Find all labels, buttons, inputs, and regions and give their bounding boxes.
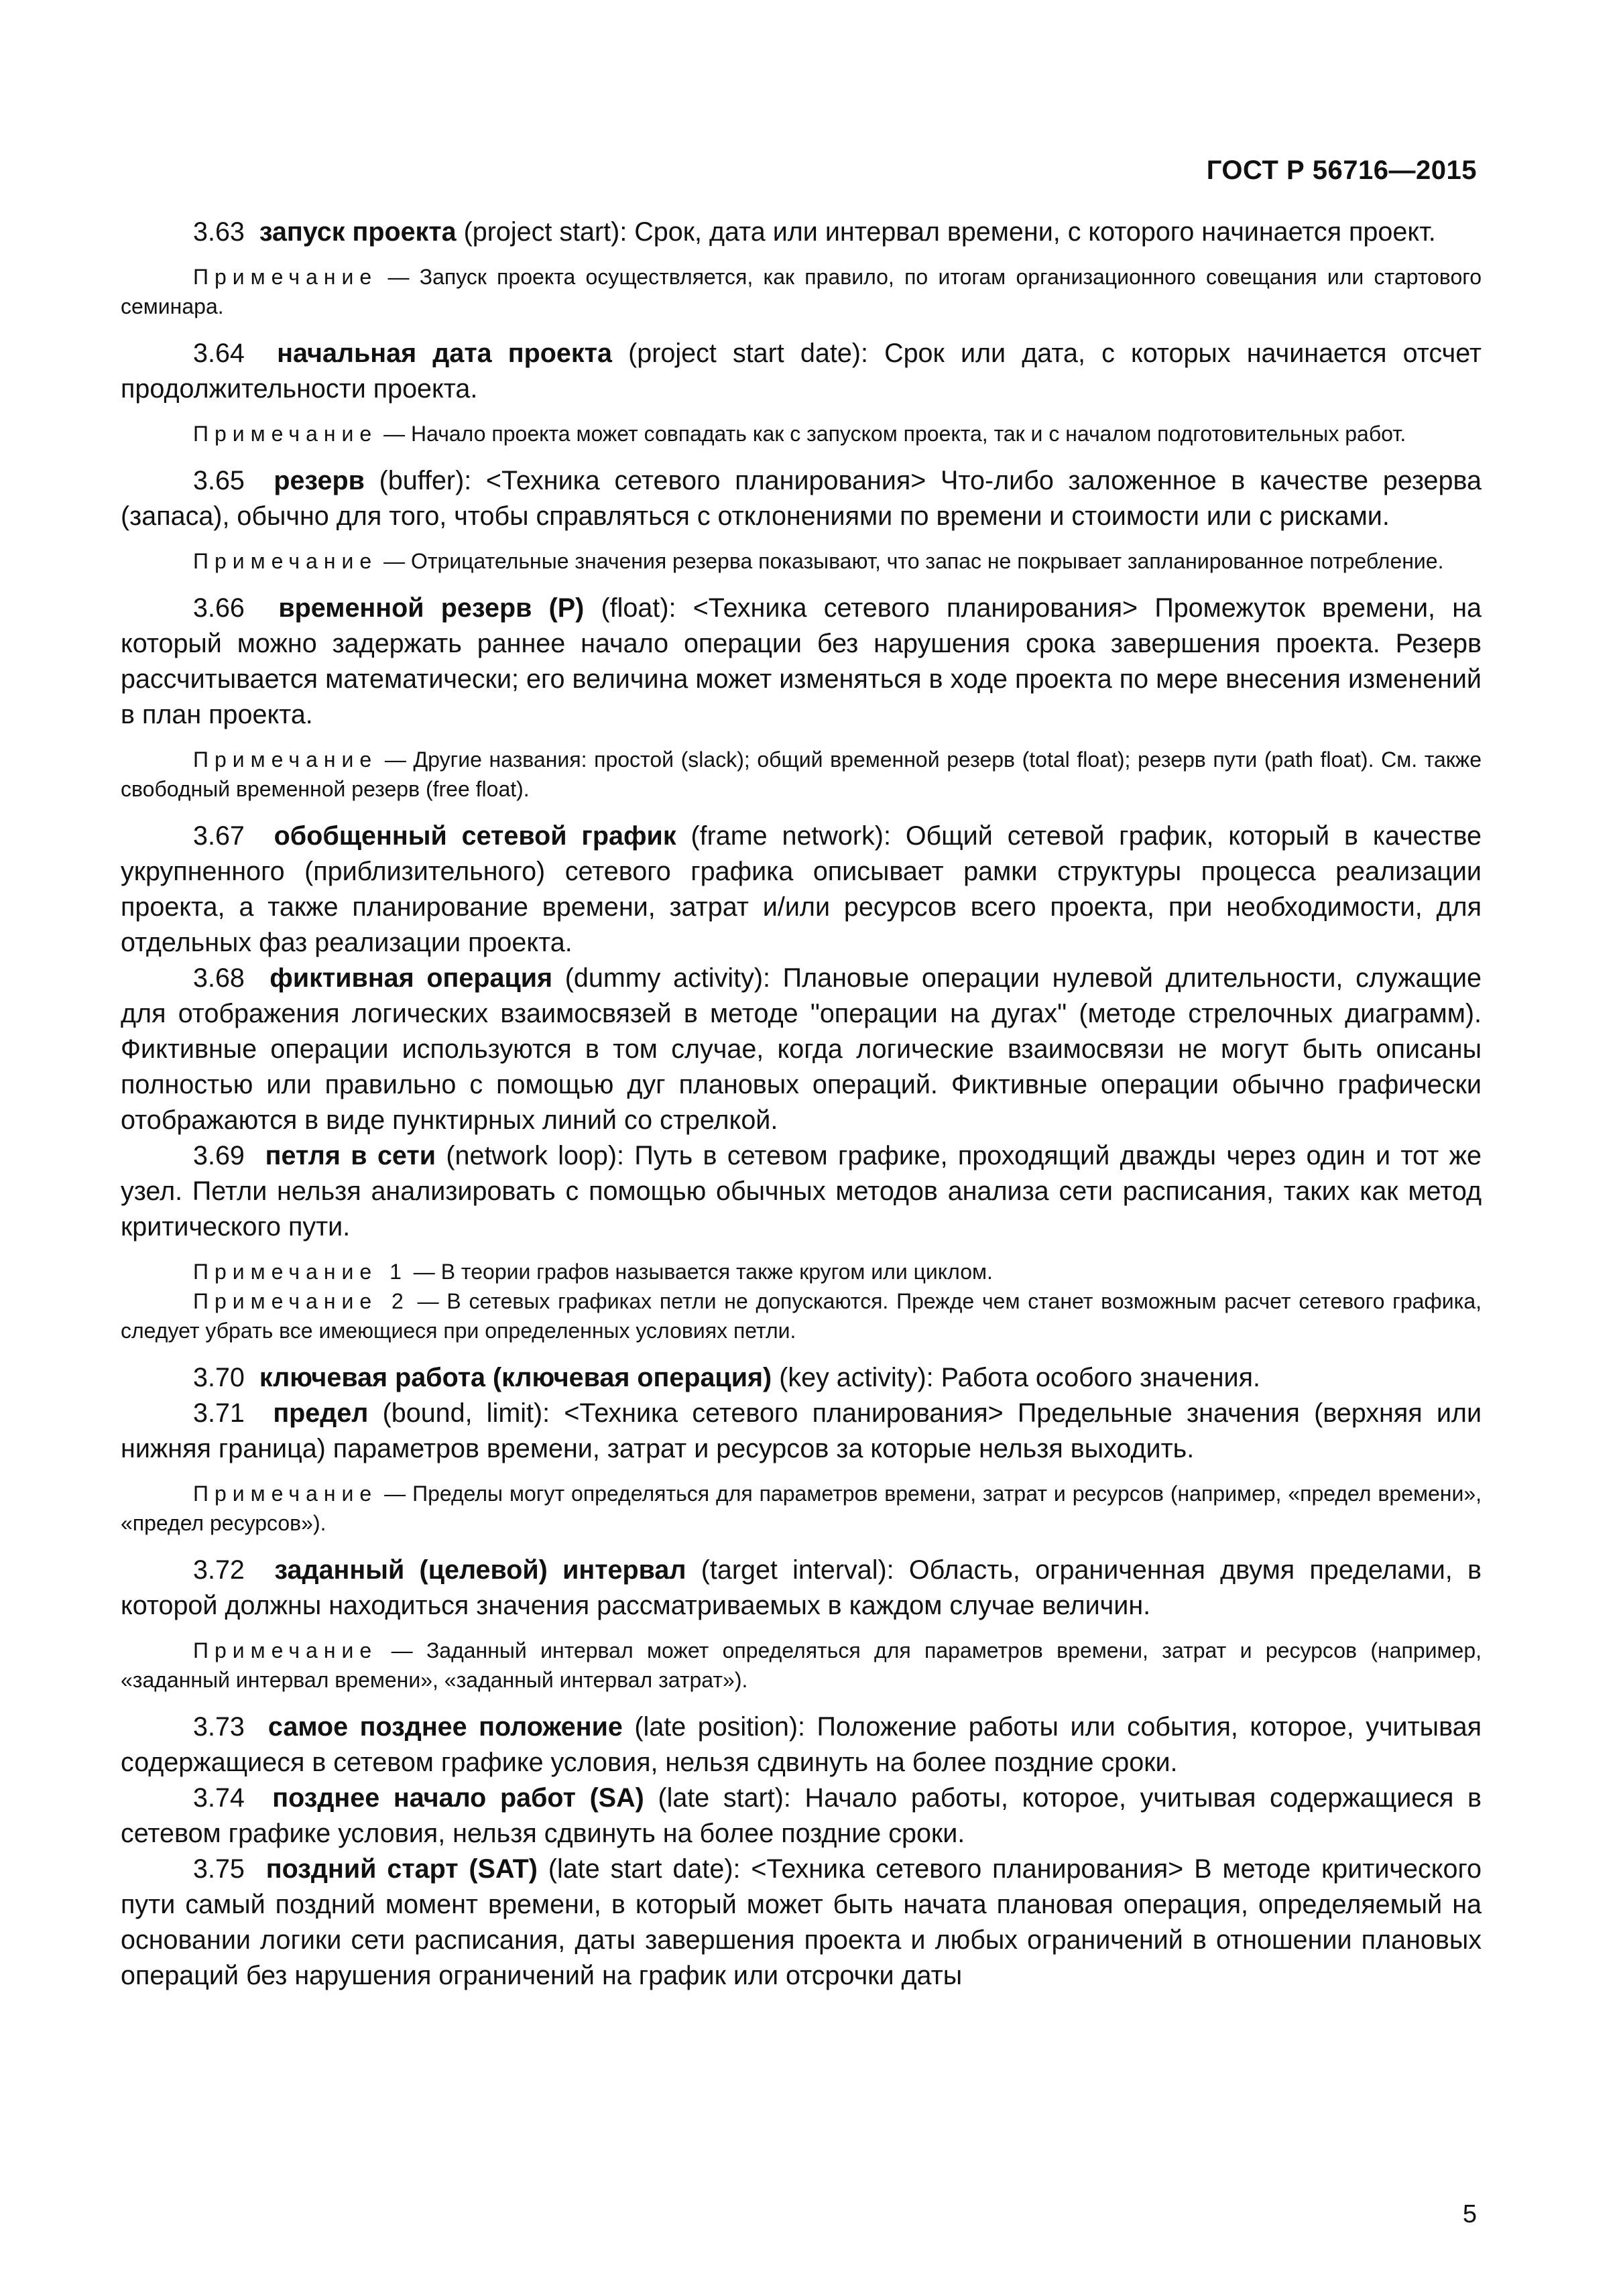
entry-number: 3.71	[193, 1398, 245, 1428]
term-name: позднее начало работ (SA)	[272, 1783, 644, 1813]
entry-note	[121, 1636, 1482, 1695]
note-label: Примечание	[193, 549, 378, 573]
term-definition: : Срок, дата или интервал времени, с которого начинается проект.	[619, 217, 1436, 247]
term-entry	[121, 336, 1482, 407]
term-entry	[121, 961, 1482, 1138]
note-dash: —	[409, 1289, 447, 1313]
term-name: обобщенный сетевой график	[274, 821, 676, 851]
term-english: (float)	[601, 593, 669, 623]
note-text: Запуск проекта осуществляется, как правило, по итогам организационного совещания или стартового семинара.	[121, 265, 1482, 318]
term-entry	[121, 463, 1482, 534]
note-text: Пределы могут определяться для параметров времени, затрат и ресурсов (например, «предел времени», «предел ресурсов»).	[121, 1482, 1482, 1535]
note-text: Заданный интервал может определяться для параметров времени, затрат и ресурсов (например, «заданный интервал времени», «заданный интервал затрат»).	[121, 1638, 1482, 1692]
term-entry	[121, 1709, 1482, 1780]
entry-note	[121, 262, 1482, 321]
term-definition: : Положение работы или события, которое, учитывая содержащиеся в сетевом графике условия, нельзя сдвинуть на более поздние сроки.	[121, 1712, 1482, 1777]
entry-number: 3.74	[193, 1783, 245, 1813]
term-english: (project start)	[463, 217, 620, 247]
term-name: фиктивная операция	[269, 963, 553, 993]
term-name: ключевая работа (ключевая операция)	[259, 1363, 772, 1392]
term-entry	[121, 215, 1482, 250]
term-english: (key activity)	[779, 1363, 926, 1392]
page-number: 5	[1462, 2200, 1477, 2228]
entry-number: 3.70	[193, 1363, 245, 1392]
term-definition: : Путь в сетевом графике, проходящий дважды через один и тот же узел. Петли нельзя анализировать с помощью обычных методов анализа сети расписания, таких как метод критического пути.	[121, 1141, 1482, 1242]
term-entry	[121, 1780, 1482, 1852]
term-definition: : <Техника сетевого планирования> В методе критического пути самый поздний момент времени, в который может быть начата плановая операция, определяемый на основании логики сети расписания, даты завершения проекта и любых ограничений в отношении плановых операций без нарушения ограничений на график или отсрочки даты	[121, 1854, 1482, 1990]
document-body	[121, 215, 1482, 1994]
term-english: (buffer)	[379, 466, 465, 495]
entry-number: 3.63	[193, 217, 245, 247]
standard-code-header: ГОСТ Р 56716—2015	[1206, 156, 1477, 185]
term-definition: : <Техника сетевого планирования> Предельные значения (верхняя или нижняя граница) параметров времени, затрат и ресурсов за которые нельзя выходить.	[121, 1398, 1482, 1463]
entry-number: 3.65	[193, 466, 245, 495]
note-label: Примечание	[193, 265, 378, 289]
entry-number: 3.64	[193, 339, 245, 368]
entry-note	[121, 745, 1482, 804]
term-english: (project start date)	[628, 339, 861, 368]
note-label: Примечание 2	[193, 1289, 410, 1313]
note-label: Примечание 1	[193, 1260, 408, 1284]
entry-number: 3.75	[193, 1854, 245, 1884]
term-definition: : Срок или дата, с которых начинается отсчет продолжительности проекта.	[121, 339, 1482, 404]
term-english: (network loop)	[446, 1141, 617, 1170]
entry-note	[121, 419, 1482, 448]
entry-note	[121, 546, 1482, 576]
note-text: Отрицательные значения резерва показывают, что запас не покрывает запланированное потребление.	[411, 549, 1444, 573]
entry-number: 3.66	[193, 593, 245, 623]
note-label: Примечание	[193, 1482, 378, 1506]
note-dash: —	[377, 1638, 426, 1663]
term-definition: : <Техника сетевого планирования> Промежуток времени, на который можно задержать раннее начало операции без нарушения срока завершения проекта. Резерв рассчитывается математически; его величина может изменяться в ходе проекта по мере внесения изменений в план проекта.	[121, 593, 1482, 729]
entry-number: 3.67	[193, 821, 245, 851]
term-name: временной резерв (Р)	[278, 593, 585, 623]
note-label: Примечание	[193, 422, 378, 446]
term-name: петля в сети	[265, 1141, 436, 1170]
term-english: (late position)	[634, 1712, 798, 1742]
term-entry	[121, 1852, 1482, 1994]
term-definition: : Общий сетевой график, который в качестве укрупненного (приблизительного) сетевого графика описывает рамки структуры процесса реализации проекта, а также планирование времени, затрат и/или ресурсов всего проекта, при необходимости, для отдельных фаз реализации проекта.	[121, 821, 1482, 957]
term-english: (late start date)	[548, 1854, 733, 1884]
term-entry	[121, 1138, 1482, 1245]
entry-number: 3.68	[193, 963, 245, 993]
note-dash: —	[377, 549, 411, 573]
term-english: (dummy activity)	[564, 963, 763, 993]
term-name: поздний старт (SAT)	[265, 1854, 538, 1884]
term-entry	[121, 1396, 1482, 1467]
note-text: В теории графов называется также кругом или циклом.	[440, 1260, 993, 1284]
entry-note	[121, 1257, 1482, 1286]
note-text: Начало проекта может совпадать как с запуском проекта, так и с началом подготовительных работ.	[411, 422, 1406, 446]
term-english: (target interval)	[701, 1555, 887, 1585]
note-dash: —	[377, 1482, 413, 1506]
note-label: Примечание	[193, 747, 378, 772]
term-entry	[121, 819, 1482, 961]
term-definition: : Начало работы, которое, учитывая содержащиеся в сетевом графике условия, нельзя сдвинуть на более поздние сроки.	[121, 1783, 1482, 1848]
note-dash: —	[407, 1260, 441, 1284]
note-text: Другие названия: простой (slack); общий временной резерв (total float); резерв пути (path float). См. также свободный временной резерв (free float).	[121, 747, 1482, 801]
term-entry	[121, 1360, 1482, 1396]
term-name: предел	[273, 1398, 369, 1428]
entry-number: 3.73	[193, 1712, 245, 1742]
note-dash: —	[377, 747, 414, 772]
note-text: В сетевых графиках петли не допускаются. Прежде чем станет возможным расчет сетевого графика, следует убрать все имеющиеся при определенных условиях петли.	[121, 1289, 1482, 1343]
entry-number: 3.72	[193, 1555, 245, 1585]
term-definition: : <Техника сетевого планирования> Что-либо заложенное в качестве резерва (запаса), обычно для того, чтобы справляться с отклонениями по времени и стоимости или с рисками.	[121, 466, 1482, 531]
term-name: заданный (целевой) интервал	[274, 1555, 686, 1585]
entry-note	[121, 1286, 1482, 1345]
entry-number: 3.69	[193, 1141, 245, 1170]
note-dash: —	[377, 265, 420, 289]
note-label: Примечание	[193, 1638, 378, 1663]
term-definition: : Область, ограниченная двумя пределами, в которой должны находиться значения рассматриваемых в каждом случае величин.	[121, 1555, 1482, 1620]
term-entry	[121, 1553, 1482, 1624]
term-name: резерв	[274, 466, 365, 495]
term-definition: : Плановые операции нулевой длительности, служащие для отображения логических взаимосвязей в методе "операции на дугах" (методе стрелочных диаграмм). Фиктивные операции используются в том случае, когда логические взаимосвязи не могут быть описаны полностью или правильно с помощью дуг плановых операций. Фиктивные операции обычно графически отображаются в виде пунктирных линий со стрелкой.	[121, 963, 1482, 1135]
entry-note	[121, 1479, 1482, 1538]
term-english: (bound, limit)	[382, 1398, 543, 1428]
term-name: самое позднее положение	[267, 1712, 623, 1742]
term-definition: : Работа особого значения.	[926, 1363, 1260, 1392]
term-english: (late start)	[658, 1783, 784, 1813]
term-english: (frame network)	[690, 821, 884, 851]
term-entry	[121, 591, 1482, 733]
term-name: начальная дата проекта	[277, 339, 612, 368]
term-name: запуск проекта	[259, 217, 457, 247]
note-dash: —	[377, 422, 411, 446]
